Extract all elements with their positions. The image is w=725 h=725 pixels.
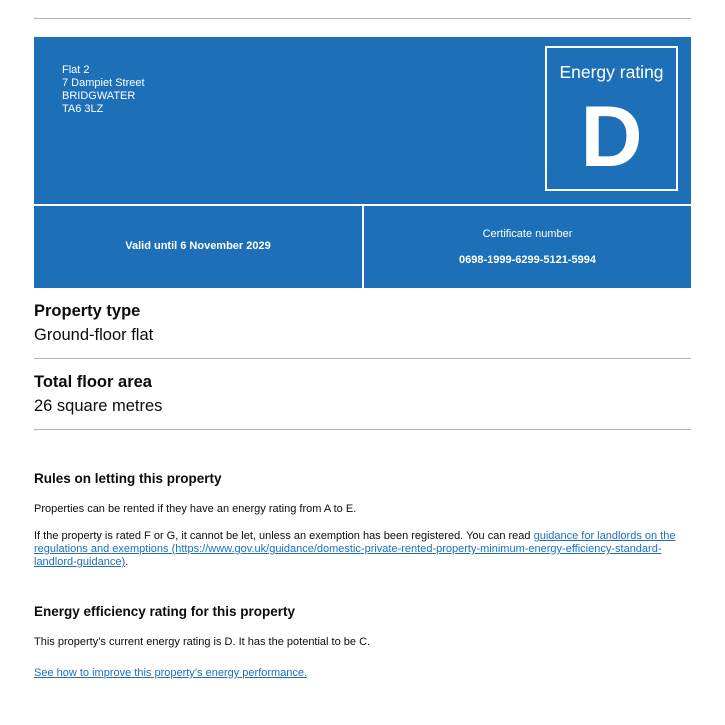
- certificate-number: 0698-1999-6299-5121-5994: [458, 254, 596, 266]
- floor-area-value: 26 square metres: [34, 397, 163, 415]
- top-divider: [34, 18, 691, 19]
- improve-performance-link[interactable]: See how to improve this property’s energy performance.: [34, 667, 308, 679]
- certificate-header: [34, 37, 691, 204]
- landlord-guidance-link[interactable]: guidance for landlords on the regulations and exemptions (https://www.gov.uk/guidance/domestic-private-rented-property-minimum-energy-efficiency-standard-landlord-guidance): [34, 530, 676, 568]
- property-address: [62, 64, 145, 116]
- efficiency-rating-paragraph: This property’s current energy rating is D. It has the potential to be C.: [34, 636, 371, 648]
- exemption-text: If the property is rated F or G, it cannot be let, unless an exemption has been registered. You can read: [34, 530, 534, 542]
- property-type-title: Property type: [34, 302, 141, 320]
- property-type-value: Ground-floor flat: [34, 326, 154, 344]
- energy-rating-letter: D: [580, 89, 643, 185]
- address-line: TA6 3LZ: [62, 103, 104, 115]
- address-line: 7 Dampiet Street: [62, 77, 145, 89]
- energy-rating-box: [545, 46, 678, 191]
- certificate-cell: [364, 206, 691, 288]
- address-line: Flat 2: [62, 64, 90, 76]
- valid-until-text: Valid until 6 November 2029: [125, 240, 271, 252]
- exemption-text-end: .: [125, 556, 129, 568]
- section-divider: [34, 429, 691, 430]
- certificate-info-row: [34, 206, 691, 288]
- address-line: BRIDGWATER: [62, 90, 136, 102]
- letting-rules-paragraph: Properties can be rented if they have an energy rating from A to E.: [34, 503, 357, 515]
- validity-cell: [34, 206, 362, 288]
- improvement-link-wrap: [34, 667, 691, 680]
- certificate-number-label: Certificate number: [482, 228, 573, 240]
- floor-area-title: Total floor area: [34, 373, 152, 391]
- efficiency-rating-heading: Energy efficiency rating for this property: [34, 604, 296, 619]
- letting-rules-heading: Rules on letting this property: [34, 471, 222, 486]
- section-divider: [34, 358, 691, 359]
- energy-rating-label: Energy rating: [559, 62, 664, 82]
- exemption-paragraph: [34, 530, 691, 569]
